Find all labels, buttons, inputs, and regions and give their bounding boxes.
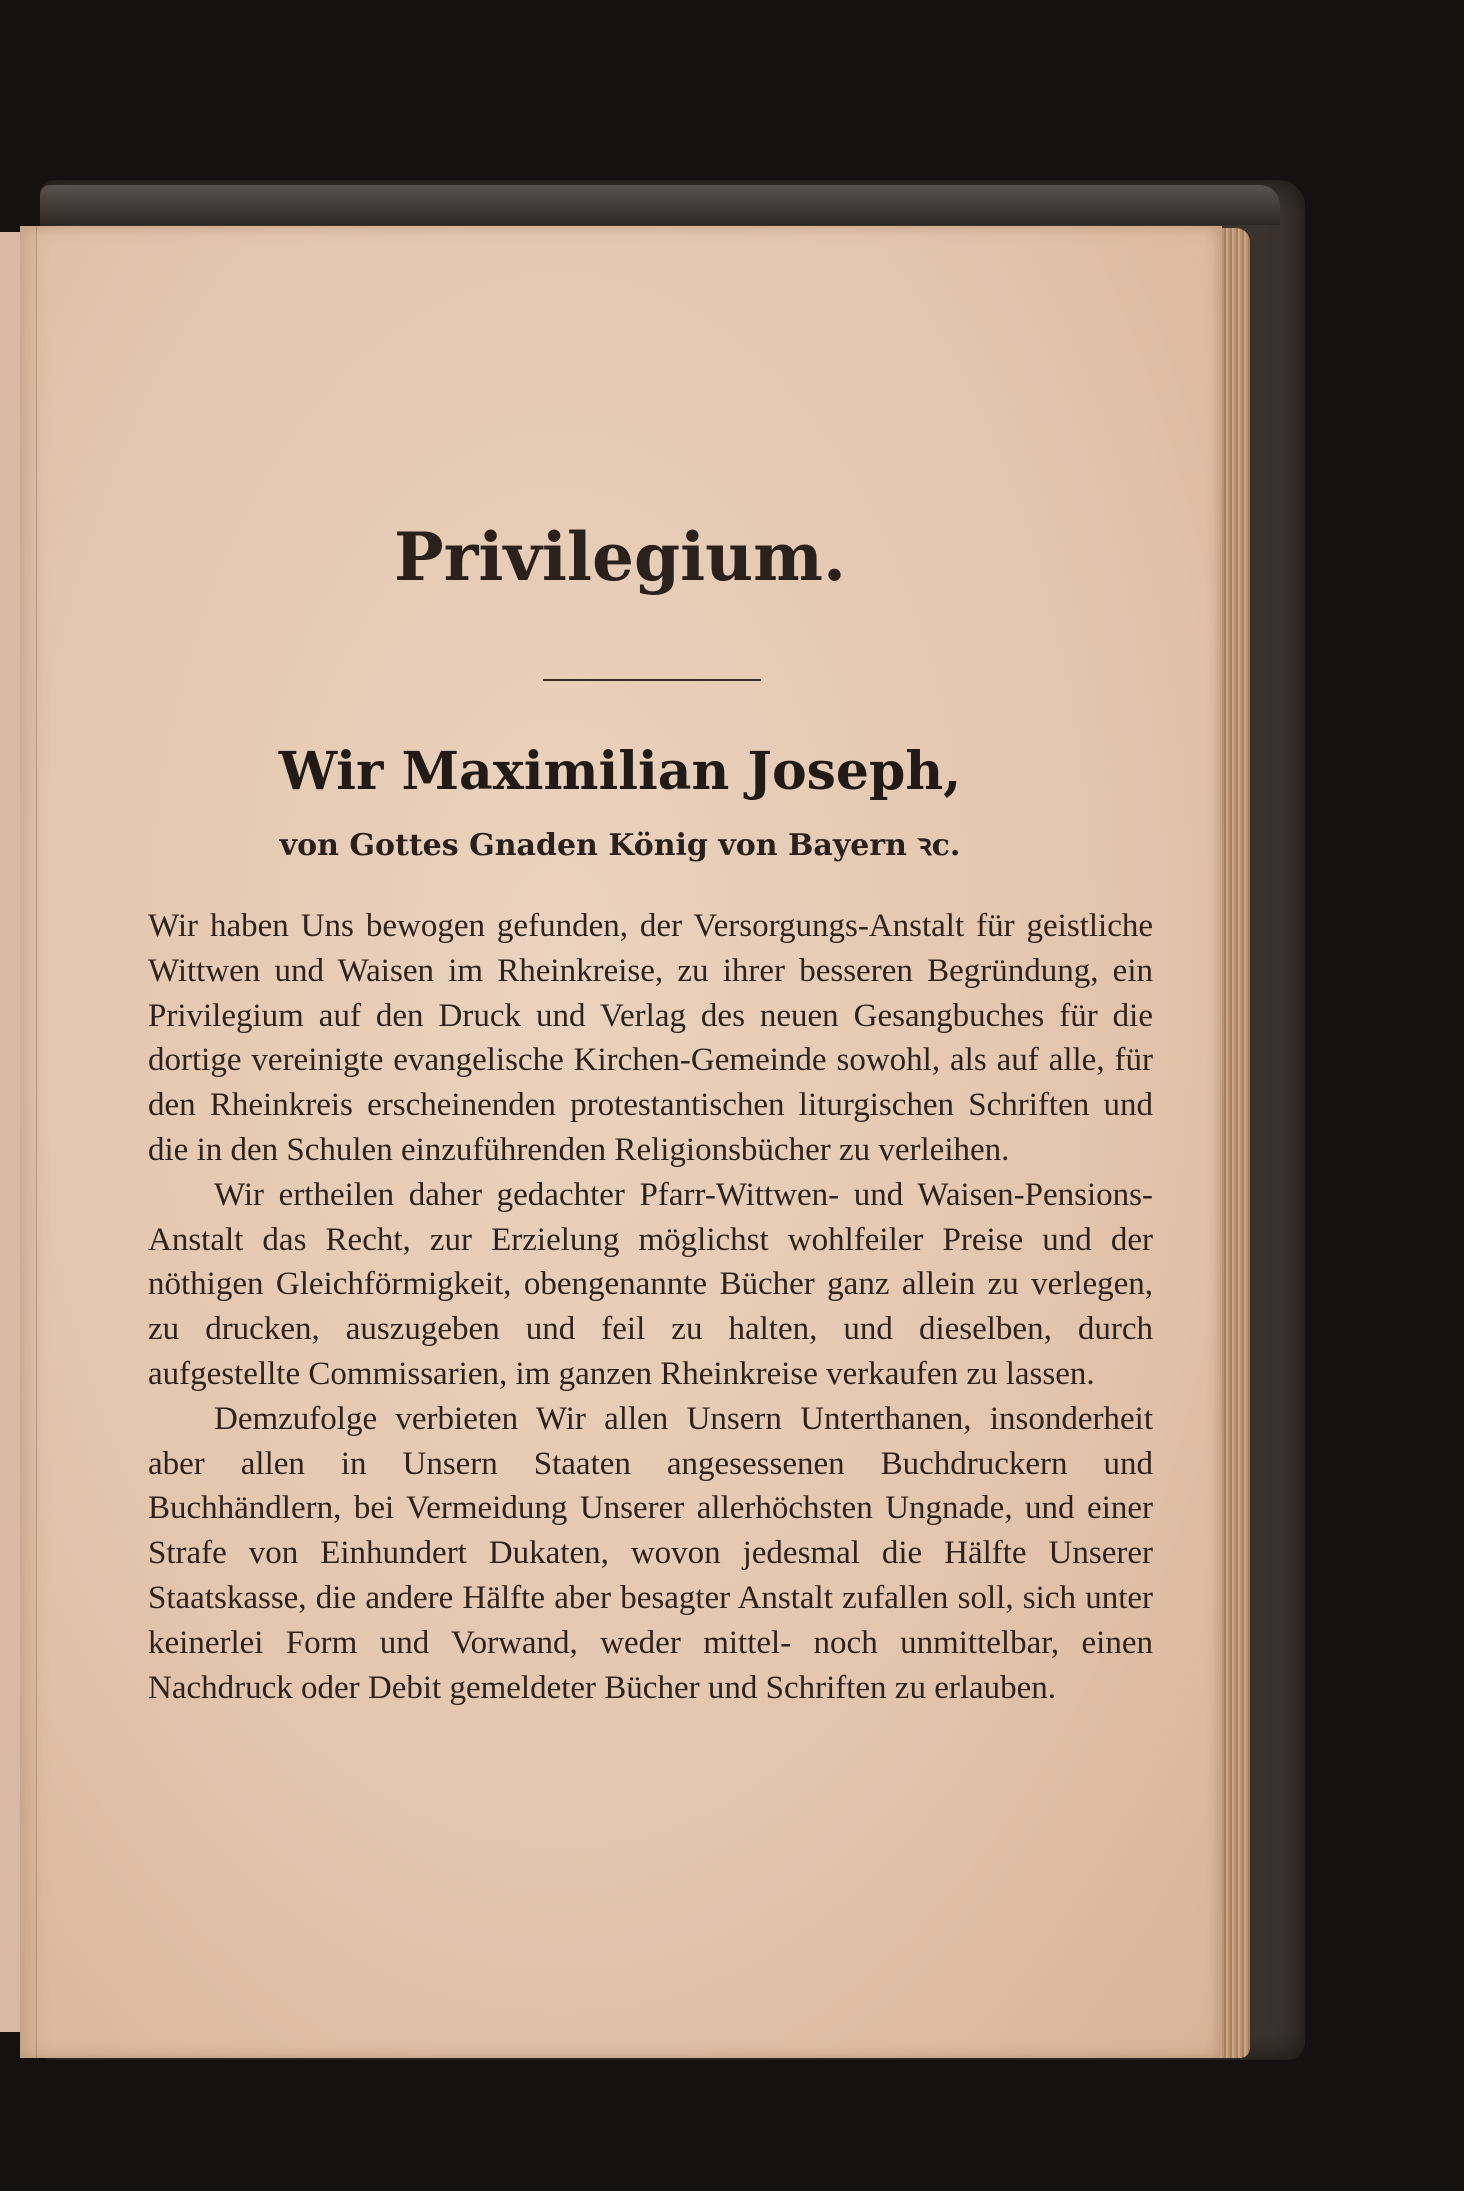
page-title: Privilegium. bbox=[394, 518, 846, 596]
book-cover-top-edge bbox=[40, 185, 1280, 225]
paragraph-2: Wir ertheilen daher gedachter Pfarr-Wittwen- und Waisen-Pensions-Anstalt das Recht, zur Erzielung möglichst wohlfeiler Preise und der nöthigen Gleichförmigkeit, obengenannte Bücher ganz allein zu verlegen, zu drucken, auszugeben und feil zu halten, und dieselben, durch aufgestellte Commissarien, im ganzen Rheinkreise verkaufen zu lassen. bbox=[148, 1176, 1153, 1392]
decree-subheading: von Gottes Gnaden König von Bayern ꝛc. bbox=[279, 828, 961, 863]
paragraph-3: Demzufolge verbieten Wir allen Unsern Unterthanen, insonderheit aber allen in Unsern Staaten angesessenen Buchdruckern und Buchhändlern, bei Vermeidung Unserer allerhöchsten Ungnade, und einer Strafe von Einhundert Dukaten, wovon jedesmal die Hälfte Unserer Staatskasse, die andere Hälfte aber besagter Anstalt zufallen soll, sich unter keinerlei Form und Vorwand, weder mittel- noch unmittelbar, einen Nachdruck oder Debit gemeldeter Bücher und Schriften zu erlauben. bbox=[148, 1400, 1153, 1706]
gutter-line bbox=[36, 226, 37, 2058]
title-divider bbox=[543, 679, 761, 681]
decree-heading: Wir Maximilian Joseph, bbox=[278, 741, 962, 802]
paragraph-1: Wir haben Uns bewogen gefunden, der Versorgungs-Anstalt für geistliche Wittwen und Waisen im Rheinkreise, zu ihrer besseren Begründung, ein Privilegium auf den Druck und Verlag des neuen Gesangbuches für die dortige vereinigte evangelische Kirchen-Gemeinde sowohl, als auf alle, für den Rheinkreis erscheinenden protestantischen liturgischen Schriften und die in den Schulen einzuführenden Religionsbücher zu verleihen. bbox=[148, 908, 1153, 1168]
left-page-edge bbox=[0, 232, 22, 2032]
body-text bbox=[148, 904, 1153, 1710]
book-page bbox=[20, 226, 1222, 2058]
